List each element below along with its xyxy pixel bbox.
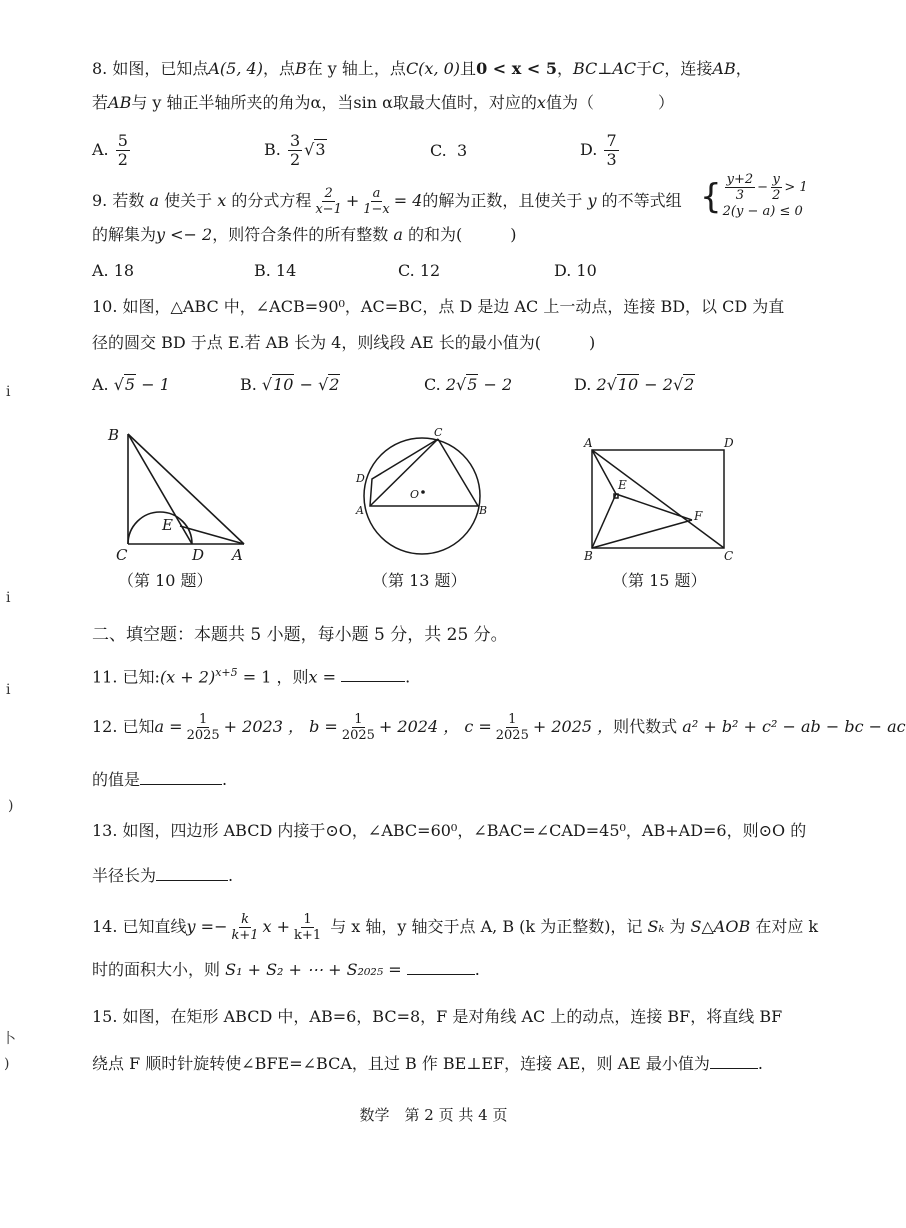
- fig13-label-a: A: [356, 504, 364, 517]
- fig13-label-d: D: [356, 472, 365, 485]
- option-rest: −: [299, 375, 313, 394]
- q15-line1: 15. 如图，在矩形 ABCD 中，AB=6，BC=8，F 是对角线 AC 上的动点，连接 BF，将直线 BF: [92, 1007, 783, 1026]
- q8-text: 若: [92, 93, 109, 112]
- frac-den: x−1: [315, 202, 342, 217]
- q10-line1: 10. 如图，△ABC 中，∠ACB=90⁰，AC=BC，点 D 是边 AC 上一动点，连接 BD，以 CD 为直: [92, 297, 785, 316]
- q12-line2: [92, 768, 807, 791]
- q12-expr: a² + b² + c² − ab − bc − ac: [682, 717, 906, 736]
- q11-text: =: [317, 667, 342, 687]
- q13-text: 半径长为: [92, 866, 157, 885]
- q11-line: [92, 662, 807, 688]
- q14-sum: S₁ + S₂ + ⋯ + S₂₀₂₅ =: [225, 960, 402, 979]
- q9-text: ，则符合条件的所有整数: [212, 225, 389, 244]
- q9-y: y: [587, 191, 597, 210]
- margin-mark: 卜: [2, 1031, 16, 1047]
- frac-den: k+1: [294, 928, 322, 943]
- q9-solution: y <− 2: [156, 225, 213, 244]
- frac-den: 2: [117, 150, 128, 169]
- q10-option-a[interactable]: A. √5 − 1: [92, 375, 170, 394]
- q9-ineq-rhs: > 1: [784, 180, 808, 195]
- q15-line2: [92, 1052, 807, 1075]
- fig10-label-a: A: [232, 546, 243, 564]
- q9-option-a[interactable]: A. 18: [92, 261, 135, 280]
- q11-text: = 1 ，则: [237, 667, 309, 687]
- fig15-segment-bf: [592, 520, 692, 548]
- fig15-label-e: E: [618, 478, 627, 492]
- q12-b: b =: [309, 717, 338, 736]
- q14-line1: [92, 912, 819, 943]
- q9-x: x: [217, 191, 227, 210]
- brace-icon: {: [700, 176, 722, 217]
- q8-option-c[interactable]: [430, 140, 467, 162]
- fig13-label-b: B: [479, 504, 488, 517]
- q9-inequality-system: [700, 172, 808, 221]
- q15-text: 绕点 F 顺时针旋转使∠BFE=∠BCA，且过 B 作 BE⊥EF，连接 AE，则 AE 最小值为: [92, 1054, 710, 1073]
- sqrt-value: 3: [315, 140, 326, 159]
- option-label: C.: [430, 141, 447, 160]
- frac-den: 2025: [495, 728, 529, 743]
- q14-text: 在对应 k: [755, 917, 819, 936]
- q14-text: 与 x 轴，y 轴交于点 A, B (k 为正整数)，记: [330, 917, 643, 936]
- q14-text: 14. 已知直线: [92, 917, 187, 936]
- fig15-label-f: F: [694, 509, 703, 523]
- fig15-label-a: A: [584, 436, 593, 450]
- coef: 2: [445, 375, 457, 394]
- q8-text: 于: [636, 59, 653, 78]
- frac-num: a: [372, 186, 381, 201]
- q14-text: 为: [669, 917, 686, 936]
- q12-text: + 2024 ，: [378, 717, 460, 736]
- fig10-label-d: D: [192, 546, 205, 564]
- frac-den: 2: [772, 188, 781, 203]
- fig10-label-b: B: [108, 426, 120, 444]
- q12-text: .: [222, 770, 228, 789]
- q9-text: 9. 若数: [92, 191, 145, 210]
- q12-line1: [92, 712, 906, 743]
- q9-ineq-2: 2(y − a) ≤ 0: [722, 204, 803, 219]
- q8-option-b[interactable]: B. $\frac{3}{2}$ √3: [264, 131, 326, 169]
- margin-mark: ⅰ: [6, 384, 11, 400]
- fig15-diagonal-ac: [592, 450, 724, 548]
- q9-option-b[interactable]: B. 14: [254, 261, 297, 280]
- frac-den: 2025: [341, 728, 375, 743]
- margin-mark: ⅰ: [6, 682, 11, 698]
- fig15-label-d: D: [724, 436, 734, 450]
- q9-text: 的不等式组: [601, 191, 682, 210]
- option-label: A.: [92, 375, 109, 394]
- q9-options: [92, 260, 792, 282]
- sqrt-value: 2: [684, 375, 695, 394]
- section-heading: 二、填空题：本题共 5 小题，每小题 5 分，共 25 分。: [92, 625, 508, 645]
- q13-line2: [92, 864, 807, 887]
- q8-text: ，: [556, 59, 573, 78]
- q8-text: 与 y 轴正半轴所夹的角为α，当: [131, 93, 354, 112]
- frac-num: y+2: [726, 172, 754, 187]
- q9-text: 使关于: [164, 191, 213, 210]
- q10-options: [92, 374, 792, 396]
- margin-mark: ): [4, 1056, 10, 1072]
- q8-condition: 0 < x < 5: [476, 59, 557, 78]
- q9-option-c[interactable]: C. 12: [398, 261, 441, 280]
- fig15-label-c: C: [724, 549, 734, 563]
- q11-x: x: [308, 667, 318, 687]
- frac-den: 3: [606, 150, 617, 169]
- q12-a: a =: [154, 717, 183, 736]
- option-rest: − 1: [141, 375, 170, 394]
- frac-num: 2: [324, 186, 333, 201]
- option-label: B.: [240, 375, 257, 394]
- q14-text: x +: [262, 917, 291, 936]
- fig13-center-dot: [421, 490, 425, 494]
- frac-den: k+1: [231, 928, 259, 943]
- q8-ab: AB: [108, 93, 132, 112]
- frac-den: 2: [289, 150, 301, 169]
- figure-13: [350, 424, 500, 564]
- q8-text: ，连接: [664, 59, 713, 78]
- q14-answer-blank[interactable]: [407, 958, 475, 975]
- q8-text: ，点: [262, 59, 295, 78]
- frac-num: 1: [198, 712, 208, 727]
- q8-text: 值为（ ）: [545, 93, 674, 112]
- q9-a: a: [393, 225, 403, 244]
- q8-x: x: [536, 93, 546, 112]
- q9-text: 的分式方程: [231, 191, 312, 210]
- q8-line1: [92, 58, 807, 80]
- q9-text: 的解为正数，且使关于: [422, 191, 583, 210]
- page-footer: 数学 第 2 页 共 4 页: [359, 1106, 508, 1124]
- option-label: B.: [264, 140, 281, 159]
- q12-text: + 2025 ，: [532, 717, 614, 736]
- fig10-label-e: E: [162, 516, 173, 534]
- q14-line2: [92, 958, 807, 981]
- q10-option-d[interactable]: D. 2√10 − 2√2: [574, 375, 695, 394]
- fig15-label-b: B: [584, 549, 593, 563]
- q14-saob: S△AOB: [690, 917, 751, 936]
- q8-options: [92, 128, 792, 168]
- frac-num: 7: [606, 131, 617, 150]
- q15-text: .: [757, 1054, 763, 1073]
- margin-mark: ⅰ: [6, 590, 11, 606]
- frac-den: 2025: [186, 728, 220, 743]
- frac-num: 1: [354, 712, 363, 727]
- q15-answer-blank[interactable]: [710, 1052, 758, 1069]
- q8-option-a[interactable]: [92, 132, 132, 169]
- q8-point-c: C(x, 0): [405, 59, 461, 78]
- fig13-label-o: O: [410, 488, 420, 501]
- q14-y: y =−: [186, 917, 228, 936]
- frac-den: 1−x: [363, 202, 390, 217]
- fig15-right-angle: [614, 494, 618, 498]
- plus: +: [345, 191, 360, 210]
- frac-num: 1: [508, 712, 517, 727]
- q11-text: .: [405, 667, 411, 687]
- figure-10: [100, 420, 260, 570]
- q11-exponent: x+5: [215, 666, 238, 679]
- q9-line2: [92, 224, 807, 246]
- q9-a: a: [149, 191, 159, 210]
- option-value: 3: [456, 141, 468, 160]
- figure-15: [576, 432, 746, 564]
- sqrt-value: 10: [617, 375, 639, 394]
- q9-ineq-1: [723, 172, 808, 203]
- frac-num: 1: [303, 912, 312, 927]
- coef: 2: [596, 375, 607, 394]
- fig15-segment-ef: [616, 494, 692, 520]
- frac-num: 5: [117, 131, 128, 150]
- option-rest: − 2: [483, 375, 513, 394]
- minus: −: [757, 180, 769, 195]
- option-label: D.: [580, 140, 598, 159]
- q13-line1: 13. 如图，四边形 ABCD 内接于⊙O，∠ABC=60⁰，∠BAC=∠CAD=45⁰，AB+AD=6，则⊙O 的: [92, 821, 807, 840]
- q14-text: .: [474, 960, 480, 979]
- fig15-caption: （第 15 题）: [612, 571, 707, 590]
- q12-c: c =: [464, 717, 492, 736]
- fig10-label-c: C: [116, 546, 128, 564]
- q8-text: 8. 如图，已知点: [92, 59, 209, 78]
- q9-rhs: = 4: [393, 191, 423, 210]
- q14-sk: Sₖ: [647, 917, 665, 936]
- option-label: C.: [424, 375, 441, 394]
- q12-text: 12. 已知: [92, 717, 155, 736]
- sqrt-value: 10: [273, 375, 294, 394]
- q12-text: 的值是: [92, 770, 141, 789]
- q8-text: 且: [460, 59, 477, 78]
- fig13-quadrilateral: [370, 439, 478, 506]
- q8-perp: BC⊥AC: [572, 59, 637, 78]
- q8-text: 在 y 轴上，点: [306, 59, 406, 78]
- q8-sin: sin α: [353, 93, 393, 112]
- q8-point-a: A(5, 4): [208, 59, 263, 78]
- q8-c: C: [652, 59, 665, 78]
- q14-text: 时的面积大小，则: [92, 960, 221, 979]
- q12-answer-blank[interactable]: [140, 768, 222, 785]
- q10-option-b[interactable]: B. √10 − √2: [240, 375, 340, 394]
- q9-text: 的解集为: [92, 225, 157, 244]
- fig15-segment-be: [592, 494, 616, 548]
- sqrt-value: 2: [329, 375, 340, 394]
- fig13-caption: （第 13 题）: [372, 571, 467, 590]
- fig15-segment-ae: [592, 450, 616, 494]
- frac-num: k: [241, 912, 249, 927]
- frac-den: 3: [735, 188, 745, 203]
- q8-text: ，: [735, 59, 752, 78]
- q9-option-d[interactable]: D. 10: [554, 261, 597, 280]
- q10-option-c[interactable]: C. 2√5 − 2: [424, 375, 513, 394]
- option-label: D.: [574, 375, 592, 394]
- q8-ab: AB: [712, 59, 736, 78]
- q11-expr: (x + 2): [159, 667, 216, 687]
- option-label: A.: [92, 140, 109, 159]
- q8-text: 取最大值时，对应的: [392, 93, 537, 112]
- q12-text: + 2023 ，: [223, 717, 304, 736]
- q8-option-d[interactable]: [580, 132, 621, 169]
- q13-answer-blank[interactable]: [156, 864, 228, 881]
- q13-text: .: [228, 866, 234, 885]
- fig13-diagonal-ac: [370, 439, 438, 506]
- sqrt-value: 5: [124, 375, 136, 394]
- margin-mark: ): [8, 798, 14, 814]
- q11-answer-blank[interactable]: [341, 665, 405, 682]
- frac-num: 3: [289, 131, 301, 150]
- fig13-label-c: C: [434, 426, 443, 439]
- q10-line2: 径的圆交 BD 于点 E.若 AB 长为 4，则线段 AE 长的最小值为( ): [92, 333, 596, 352]
- q8-line2: [92, 92, 807, 114]
- sqrt-value: 5: [467, 375, 478, 394]
- q11-text: 11. 已知:: [92, 667, 160, 687]
- q12-text: 则代数式: [613, 717, 678, 736]
- frac-num: y: [772, 172, 780, 187]
- q9-text: 的和为( ): [407, 225, 517, 244]
- fig10-caption: （第 10 题）: [118, 571, 213, 590]
- q8-b: B: [294, 59, 307, 78]
